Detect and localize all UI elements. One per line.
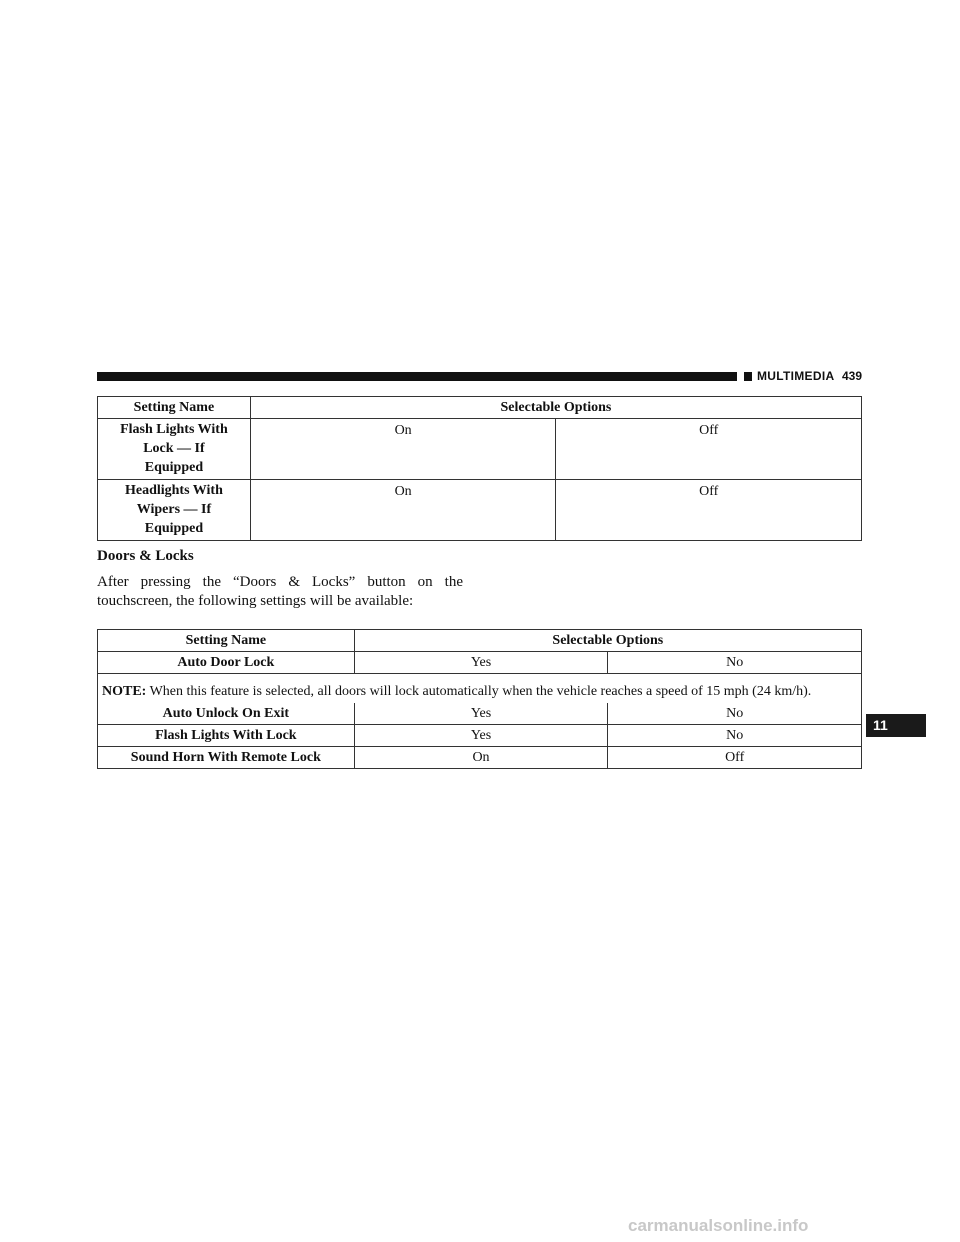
table-row [98, 652, 862, 674]
option-off: Off [556, 419, 862, 480]
setting-name-line: Lock — If [143, 441, 205, 456]
running-header-section: MULTIMEDIA [757, 369, 835, 383]
table-row [98, 419, 862, 480]
option-no: No [608, 652, 862, 674]
setting-name-flash-lights-with-lock [98, 419, 251, 480]
watermark: carmanualsonline.info [628, 1216, 809, 1235]
page-number: 439 [842, 369, 863, 383]
setting-name-headlights-with-wipers [98, 480, 251, 541]
column-header-setting-name: Setting Name [98, 397, 251, 419]
setting-name-auto-door-lock: Auto Door Lock [98, 652, 355, 674]
table-row [98, 480, 862, 541]
option-on: On [354, 747, 608, 769]
table-row [98, 725, 862, 747]
option-off: Off [556, 480, 862, 541]
setting-name-line: Wipers — If [136, 502, 212, 517]
chapter-tab: 11 [866, 714, 926, 737]
setting-name-flash-lights-with-lock: Flash Lights With Lock [98, 725, 355, 747]
option-no: No [608, 703, 862, 725]
setting-name-line: Equipped [144, 521, 204, 536]
option-yes: Yes [354, 652, 608, 674]
setting-name-line: Flash Lights With [120, 422, 228, 437]
setting-name-line: Headlights With [124, 483, 223, 498]
section-intro-paragraph: After pressing the “Doors & Locks” button on the touchscreen, the following settings will be available: [97, 574, 463, 609]
header-rule [97, 372, 737, 381]
settings-table-doors-locks [97, 629, 862, 769]
section-heading-doors-locks: Doors & Locks [97, 548, 194, 564]
column-header-setting-name: Setting Name [98, 630, 355, 652]
setting-name-line: Equipped [144, 460, 204, 475]
table-row [98, 703, 862, 725]
header-rule-end [744, 372, 752, 381]
option-on: On [250, 480, 556, 541]
option-yes: Yes [354, 725, 608, 747]
table-header-row [98, 397, 862, 419]
option-yes: Yes [354, 703, 608, 725]
setting-name-auto-unlock-on-exit: Auto Unlock On Exit [98, 703, 355, 725]
option-off: Off [608, 747, 862, 769]
table-row [98, 747, 862, 769]
table-header-row [98, 630, 862, 652]
note-label: NOTE: [102, 684, 147, 699]
setting-name-sound-horn-with-remote-lock: Sound Horn With Remote Lock [98, 747, 355, 769]
column-header-selectable-options: Selectable Options [354, 630, 861, 652]
note-text: When this feature is selected, all doors will lock automatically when the vehicle reaches a speed of 15 mph (24 km/h). [149, 684, 812, 699]
note-row [98, 674, 862, 704]
option-on: On [250, 419, 556, 480]
note-cell [98, 674, 862, 704]
option-no: No [608, 725, 862, 747]
settings-table-lights [97, 396, 862, 541]
column-header-selectable-options: Selectable Options [250, 397, 861, 419]
